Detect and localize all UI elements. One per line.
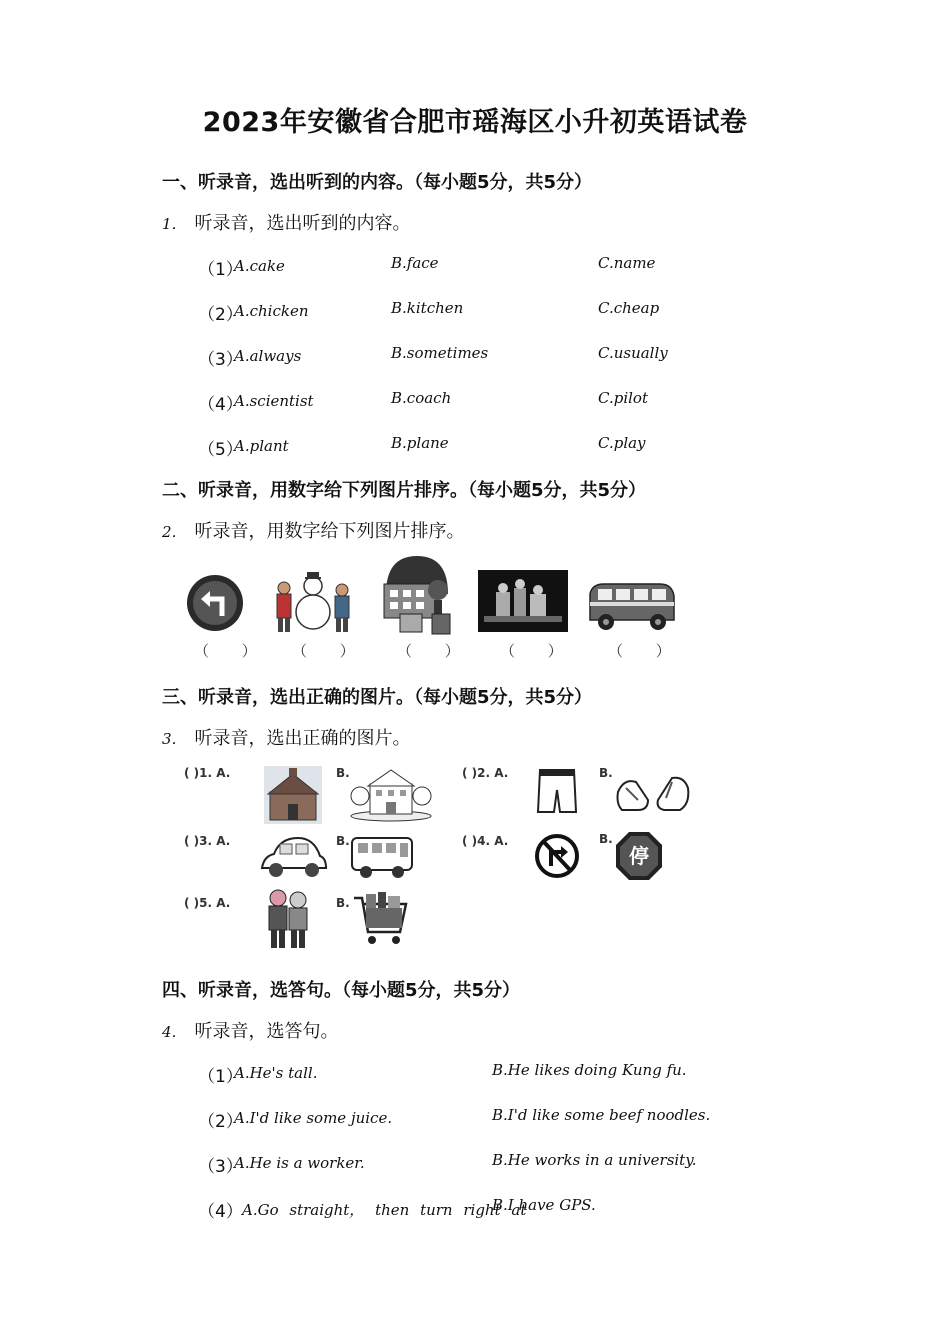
turn-left-sign-icon [186,572,244,634]
q3-label-a: ( )3. A. [184,834,231,848]
answer-1-option-a: A.He's tall. [234,1064,318,1082]
picture-sequence [180,552,685,664]
palace-icon [264,766,322,824]
answer-3-number: （3） [198,1157,243,1177]
item-5-option-b: B.plane [391,434,449,452]
shorts-icon [536,766,578,818]
question-2-number: 2． [162,523,187,541]
item-3-number: （3） [198,350,243,370]
answer-4-number: （4） [198,1202,243,1222]
q1-label-a: ( )1. A. [184,766,231,780]
section-1-header: 一、听录音，选出听到的内容。（每小题5分，共5分） [162,172,593,193]
question-3-number: 3． [162,730,187,748]
q4-label-a: ( )4. A. [462,834,509,848]
q5-label-b: B. [336,896,350,910]
question-4-number: 4． [162,1023,187,1041]
bus-icon [350,834,416,882]
picture-5-blank: （ ） [608,642,685,660]
question-4-text: 听录音，选答句。 [194,1021,339,1042]
item-3-option-a: A.always [234,347,302,365]
shopping-cart-icon [352,890,408,948]
question-1 [162,209,411,235]
item-2-option-c: C.cheap [598,299,660,317]
item-4-option-a: A.scientist [234,392,314,410]
night-scene-icon [478,570,568,632]
q1-label-b: B. [336,766,350,780]
picture-choice-grid [180,762,692,952]
answer-3-option-b: B.He works in a university. [492,1151,697,1169]
question-1-number: 1． [162,215,187,233]
no-right-turn-sign-icon [534,832,580,880]
picture-4-blank: （ ） [500,642,577,660]
old-couple-icon [260,886,316,950]
section-2-header: 二、听录音，用数字给下列图片排序。（每小题5分，共5分） [162,480,647,501]
city-buildings-icon [376,554,458,638]
item-3-option-b: B.sometimes [391,344,489,362]
item-2-number: （2） [198,305,243,325]
sneakers-icon [614,770,692,816]
question-3 [162,724,411,750]
q3-label-b: B. [336,834,350,848]
answer-3-option-a: A.He is a worker. [234,1154,365,1172]
section-3-header: 三、听录音，选出正确的图片。（每小题5分，共5分） [162,687,593,708]
q2-label-a: ( )2. A. [462,766,509,780]
q5-label-a: ( )5. A. [184,896,231,910]
answer-1-option-b: B.He likes doing Kung fu. [492,1061,687,1079]
item-1-option-c: C.name [598,254,656,272]
item-5-option-a: A.plant [234,437,289,455]
item-2-option-a: A.chicken [234,302,309,320]
q4-label-b: B. [599,832,613,846]
item-5-number: （5） [198,440,243,460]
item-4-option-c: C.pilot [598,389,648,407]
question-1-text: 听录音，选出听到的内容。 [194,213,411,234]
car-icon [258,834,328,882]
snowman-children-icon [272,566,354,638]
item-4-option-b: B.coach [391,389,452,407]
school-icon [350,766,432,822]
answer-1-number: （1） [198,1067,243,1087]
item-4-number: （4） [198,395,243,415]
question-4 [162,1017,339,1043]
answer-2-option-a: A.I'd like some juice. [234,1109,393,1127]
answer-4-option-b: B.I have GPS. [492,1196,596,1214]
picture-1-blank: （ ） [194,642,271,660]
q2-label-b: B. [599,766,613,780]
stop-sign-icon [614,830,664,882]
item-3-option-c: C.usually [598,344,668,362]
question-3-text: 听录音，选出正确的图片。 [194,728,411,749]
page-title: 2023年安徽省合肥市瑶海区小升初英语试卷 [202,107,748,138]
answer-4-option-a: A.Go straight， then turn right at [242,1201,527,1219]
item-1-number: （1） [198,260,243,280]
item-1-option-b: B.face [391,254,439,272]
picture-2-blank: （ ） [292,642,369,660]
item-5-option-c: C.play [598,434,646,452]
section-4-header: 四、听录音，选答句。（每小题5分，共5分） [162,980,521,1001]
answer-2-option-b: B.I'd like some beef noodles. [492,1106,711,1124]
van-icon [586,580,678,632]
question-2-text: 听录音，用数字给下列图片排序。 [194,521,465,542]
answer-2-number: （2） [198,1112,243,1132]
picture-3-blank: （ ） [397,642,474,660]
item-1-option-a: A.cake [234,257,285,275]
question-2 [162,517,465,543]
stop-sign-text: 停 [629,844,649,868]
item-2-option-b: B.kitchen [391,299,464,317]
